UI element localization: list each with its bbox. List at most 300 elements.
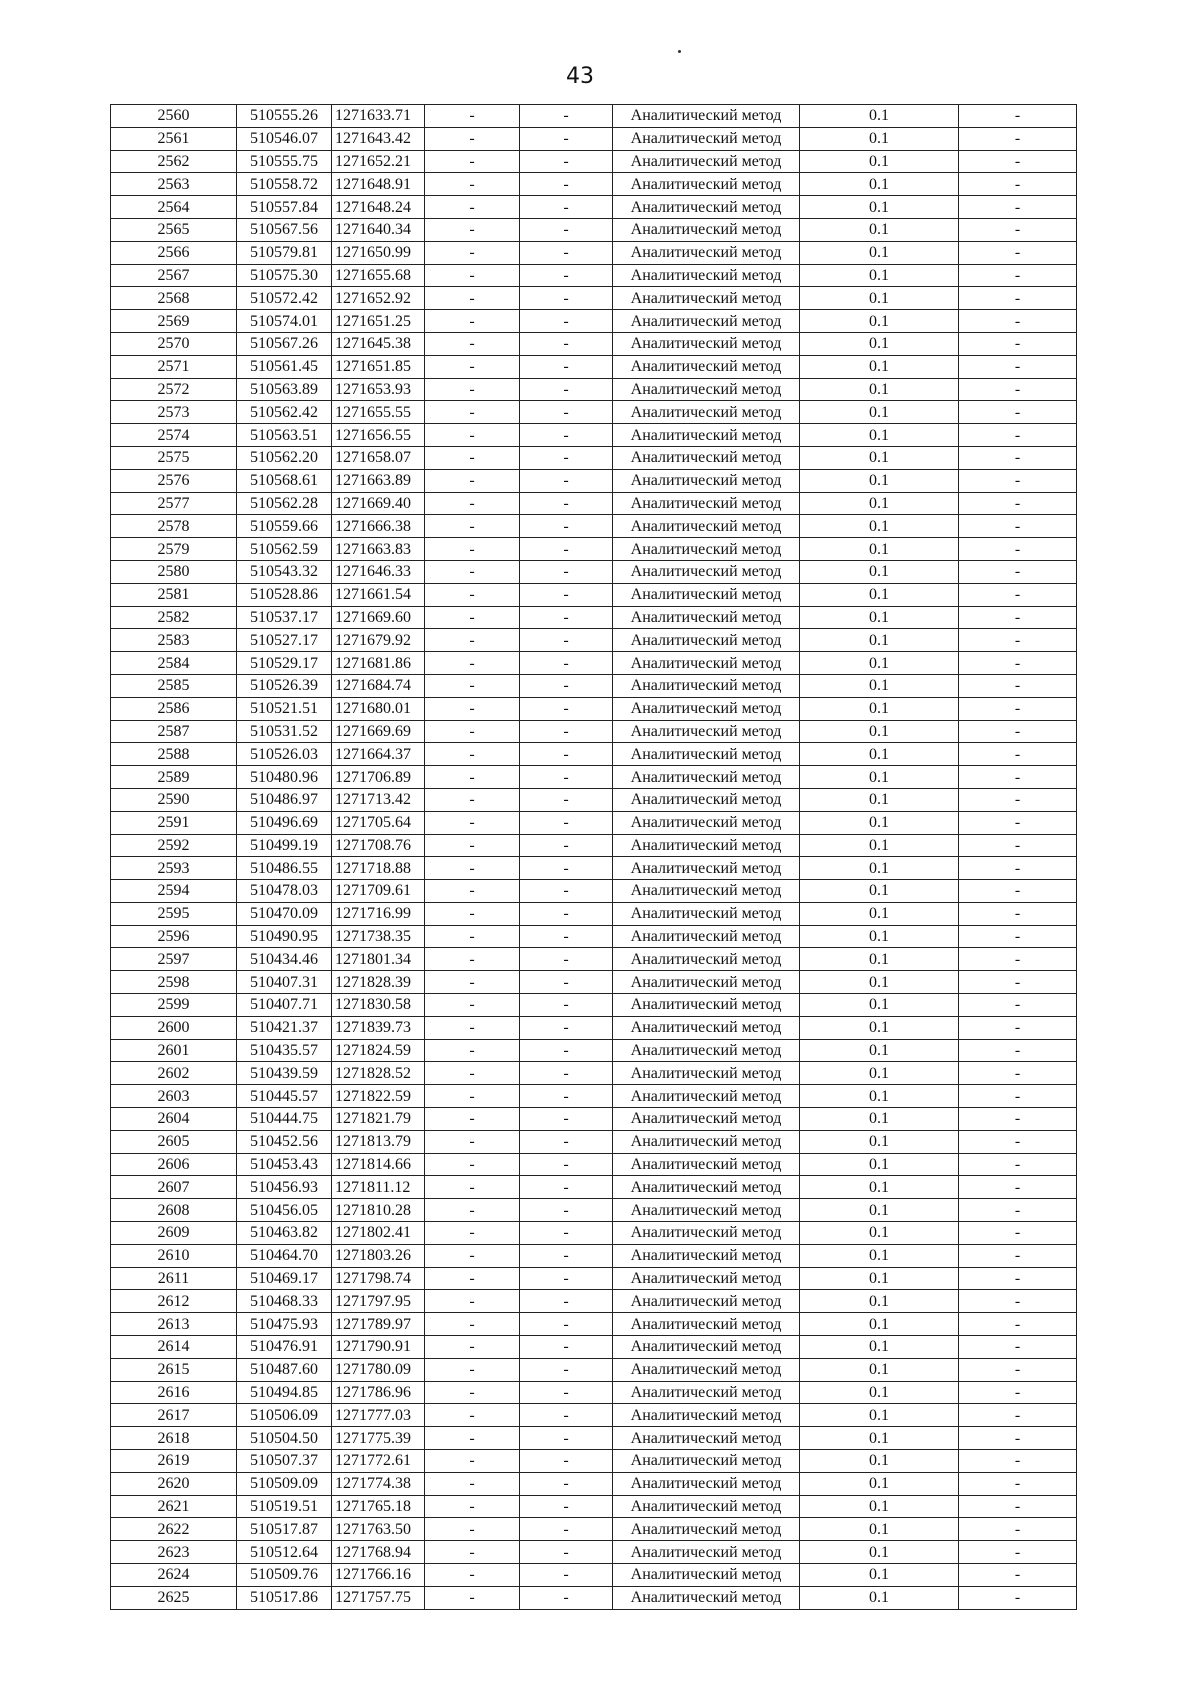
- table-row: [111, 1358, 1077, 1381]
- empty-value-cell: -: [959, 1404, 1077, 1427]
- method-cell: Аналитический метод: [613, 560, 800, 583]
- accuracy-cell: 0.1: [800, 629, 959, 652]
- accuracy-cell: 0.1: [800, 971, 959, 994]
- point-number-cell: 2577: [111, 492, 237, 515]
- empty-value-cell: -: [520, 1381, 613, 1404]
- table-row: [111, 1222, 1077, 1245]
- method-cell: Аналитический метод: [613, 857, 800, 880]
- empty-value-cell: -: [425, 105, 520, 128]
- table-row: [111, 1586, 1077, 1609]
- y-coordinate-cell: 1271839.73: [332, 1016, 425, 1039]
- empty-value-cell: -: [425, 127, 520, 150]
- point-number-cell: 2622: [111, 1518, 237, 1541]
- accuracy-cell: 0.1: [800, 287, 959, 310]
- y-coordinate-cell: 1271790.91: [332, 1336, 425, 1359]
- point-number-cell: 2613: [111, 1313, 237, 1336]
- method-cell: Аналитический метод: [613, 105, 800, 128]
- table-row: [111, 1518, 1077, 1541]
- empty-value-cell: -: [959, 401, 1077, 424]
- method-cell: Аналитический метод: [613, 469, 800, 492]
- accuracy-cell: 0.1: [800, 1313, 959, 1336]
- table-row: [111, 629, 1077, 652]
- method-cell: Аналитический метод: [613, 743, 800, 766]
- method-cell: Аналитический метод: [613, 150, 800, 173]
- method-cell: Аналитический метод: [613, 811, 800, 834]
- point-number-cell: 2584: [111, 652, 237, 675]
- empty-value-cell: -: [425, 583, 520, 606]
- accuracy-cell: 0.1: [800, 560, 959, 583]
- method-cell: Аналитический метод: [613, 697, 800, 720]
- method-cell: Аналитический метод: [613, 1130, 800, 1153]
- y-coordinate-cell: 1271650.99: [332, 241, 425, 264]
- point-number-cell: 2580: [111, 560, 237, 583]
- y-coordinate-cell: 1271763.50: [332, 1518, 425, 1541]
- x-coordinate-cell: 510407.31: [237, 971, 332, 994]
- empty-value-cell: -: [959, 355, 1077, 378]
- empty-value-cell: -: [520, 743, 613, 766]
- method-cell: Аналитический метод: [613, 720, 800, 743]
- empty-value-cell: -: [959, 1130, 1077, 1153]
- table-row: [111, 1199, 1077, 1222]
- table-row: [111, 538, 1077, 561]
- accuracy-cell: 0.1: [800, 606, 959, 629]
- method-cell: Аналитический метод: [613, 401, 800, 424]
- y-coordinate-cell: 1271708.76: [332, 834, 425, 857]
- point-number-cell: 2567: [111, 264, 237, 287]
- empty-value-cell: -: [959, 1222, 1077, 1245]
- empty-value-cell: -: [520, 994, 613, 1017]
- point-number-cell: 2618: [111, 1427, 237, 1450]
- empty-value-cell: -: [959, 1016, 1077, 1039]
- empty-value-cell: -: [520, 583, 613, 606]
- table-row: [111, 1016, 1077, 1039]
- y-coordinate-cell: 1271648.24: [332, 196, 425, 219]
- table-row: [111, 1290, 1077, 1313]
- empty-value-cell: -: [959, 515, 1077, 538]
- y-coordinate-cell: 1271828.52: [332, 1062, 425, 1085]
- x-coordinate-cell: 510521.51: [237, 697, 332, 720]
- point-number-cell: 2589: [111, 766, 237, 789]
- method-cell: Аналитический метод: [613, 1404, 800, 1427]
- y-coordinate-cell: 1271813.79: [332, 1130, 425, 1153]
- point-number-cell: 2573: [111, 401, 237, 424]
- table-row: [111, 1541, 1077, 1564]
- point-number-cell: 2623: [111, 1541, 237, 1564]
- x-coordinate-cell: 510529.17: [237, 652, 332, 675]
- empty-value-cell: -: [520, 1450, 613, 1473]
- accuracy-cell: 0.1: [800, 1108, 959, 1131]
- point-number-cell: 2594: [111, 880, 237, 903]
- empty-value-cell: -: [425, 811, 520, 834]
- point-number-cell: 2566: [111, 241, 237, 264]
- method-cell: Аналитический метод: [613, 264, 800, 287]
- empty-value-cell: -: [425, 378, 520, 401]
- point-number-cell: 2578: [111, 515, 237, 538]
- empty-value-cell: -: [425, 332, 520, 355]
- point-number-cell: 2583: [111, 629, 237, 652]
- accuracy-cell: 0.1: [800, 1358, 959, 1381]
- x-coordinate-cell: 510568.61: [237, 469, 332, 492]
- empty-value-cell: -: [425, 948, 520, 971]
- empty-value-cell: -: [959, 1153, 1077, 1176]
- method-cell: Аналитический метод: [613, 674, 800, 697]
- y-coordinate-cell: 1271821.79: [332, 1108, 425, 1131]
- point-number-cell: 2602: [111, 1062, 237, 1085]
- empty-value-cell: -: [959, 1176, 1077, 1199]
- empty-value-cell: -: [959, 766, 1077, 789]
- empty-value-cell: -: [959, 606, 1077, 629]
- empty-value-cell: -: [959, 1381, 1077, 1404]
- y-coordinate-cell: 1271652.21: [332, 150, 425, 173]
- method-cell: Аналитический метод: [613, 332, 800, 355]
- x-coordinate-cell: 510470.09: [237, 902, 332, 925]
- empty-value-cell: -: [425, 788, 520, 811]
- point-number-cell: 2574: [111, 424, 237, 447]
- x-coordinate-cell: 510517.86: [237, 1586, 332, 1609]
- table-row: [111, 674, 1077, 697]
- point-number-cell: 2561: [111, 127, 237, 150]
- x-coordinate-cell: 510453.43: [237, 1153, 332, 1176]
- point-number-cell: 2616: [111, 1381, 237, 1404]
- empty-value-cell: -: [959, 1244, 1077, 1267]
- method-cell: Аналитический метод: [613, 583, 800, 606]
- table-row: [111, 105, 1077, 128]
- empty-value-cell: -: [959, 1358, 1077, 1381]
- empty-value-cell: -: [959, 1108, 1077, 1131]
- accuracy-cell: 0.1: [800, 218, 959, 241]
- x-coordinate-cell: 510567.56: [237, 218, 332, 241]
- y-coordinate-cell: 1271653.93: [332, 378, 425, 401]
- point-number-cell: 2615: [111, 1358, 237, 1381]
- empty-value-cell: -: [425, 606, 520, 629]
- y-coordinate-cell: 1271656.55: [332, 424, 425, 447]
- empty-value-cell: -: [520, 150, 613, 173]
- empty-value-cell: -: [425, 446, 520, 469]
- method-cell: Аналитический метод: [613, 1222, 800, 1245]
- table-row: [111, 492, 1077, 515]
- y-coordinate-cell: 1271666.38: [332, 515, 425, 538]
- y-coordinate-cell: 1271706.89: [332, 766, 425, 789]
- table-row: [111, 720, 1077, 743]
- empty-value-cell: -: [959, 880, 1077, 903]
- empty-value-cell: -: [959, 1039, 1077, 1062]
- point-number-cell: 2607: [111, 1176, 237, 1199]
- x-coordinate-cell: 510452.56: [237, 1130, 332, 1153]
- x-coordinate-cell: 510562.42: [237, 401, 332, 424]
- empty-value-cell: -: [520, 1244, 613, 1267]
- table-row: [111, 971, 1077, 994]
- empty-value-cell: -: [520, 1541, 613, 1564]
- empty-value-cell: -: [520, 1062, 613, 1085]
- method-cell: Аналитический метод: [613, 1564, 800, 1587]
- x-coordinate-cell: 510531.52: [237, 720, 332, 743]
- empty-value-cell: -: [959, 332, 1077, 355]
- point-number-cell: 2595: [111, 902, 237, 925]
- empty-value-cell: -: [520, 697, 613, 720]
- y-coordinate-cell: 1271797.95: [332, 1290, 425, 1313]
- accuracy-cell: 0.1: [800, 1153, 959, 1176]
- accuracy-cell: 0.1: [800, 811, 959, 834]
- empty-value-cell: -: [520, 788, 613, 811]
- empty-value-cell: -: [425, 766, 520, 789]
- method-cell: Аналитический метод: [613, 1541, 800, 1564]
- point-number-cell: 2587: [111, 720, 237, 743]
- point-number-cell: 2579: [111, 538, 237, 561]
- y-coordinate-cell: 1271738.35: [332, 925, 425, 948]
- method-cell: Аналитический метод: [613, 1199, 800, 1222]
- method-cell: Аналитический метод: [613, 1062, 800, 1085]
- empty-value-cell: -: [425, 515, 520, 538]
- point-number-cell: 2605: [111, 1130, 237, 1153]
- empty-value-cell: -: [959, 424, 1077, 447]
- method-cell: Аналитический метод: [613, 1085, 800, 1108]
- empty-value-cell: -: [425, 1222, 520, 1245]
- empty-value-cell: -: [425, 880, 520, 903]
- empty-value-cell: -: [425, 1244, 520, 1267]
- method-cell: Аналитический метод: [613, 127, 800, 150]
- accuracy-cell: 0.1: [800, 652, 959, 675]
- y-coordinate-cell: 1271775.39: [332, 1427, 425, 1450]
- y-coordinate-cell: 1271789.97: [332, 1313, 425, 1336]
- method-cell: Аналитический метод: [613, 971, 800, 994]
- method-cell: Аналитический метод: [613, 310, 800, 333]
- empty-value-cell: -: [959, 287, 1077, 310]
- method-cell: Аналитический метод: [613, 515, 800, 538]
- point-number-cell: 2604: [111, 1108, 237, 1131]
- point-number-cell: 2610: [111, 1244, 237, 1267]
- accuracy-cell: 0.1: [800, 105, 959, 128]
- point-number-cell: 2600: [111, 1016, 237, 1039]
- accuracy-cell: 0.1: [800, 788, 959, 811]
- method-cell: Аналитический метод: [613, 1427, 800, 1450]
- x-coordinate-cell: 510572.42: [237, 287, 332, 310]
- empty-value-cell: -: [520, 241, 613, 264]
- accuracy-cell: 0.1: [800, 1541, 959, 1564]
- empty-value-cell: -: [520, 173, 613, 196]
- table-row: [111, 218, 1077, 241]
- table-row: [111, 1153, 1077, 1176]
- empty-value-cell: -: [959, 196, 1077, 219]
- accuracy-cell: 0.1: [800, 515, 959, 538]
- point-number-cell: 2617: [111, 1404, 237, 1427]
- accuracy-cell: 0.1: [800, 1222, 959, 1245]
- y-coordinate-cell: 1271655.55: [332, 401, 425, 424]
- method-cell: Аналитический метод: [613, 880, 800, 903]
- empty-value-cell: -: [520, 401, 613, 424]
- empty-value-cell: -: [959, 1336, 1077, 1359]
- empty-value-cell: -: [425, 1358, 520, 1381]
- y-coordinate-cell: 1271705.64: [332, 811, 425, 834]
- table-row: [111, 1267, 1077, 1290]
- y-coordinate-cell: 1271669.40: [332, 492, 425, 515]
- table-row: [111, 196, 1077, 219]
- empty-value-cell: -: [959, 629, 1077, 652]
- accuracy-cell: 0.1: [800, 1586, 959, 1609]
- empty-value-cell: -: [520, 1518, 613, 1541]
- y-coordinate-cell: 1271824.59: [332, 1039, 425, 1062]
- empty-value-cell: -: [520, 606, 613, 629]
- empty-value-cell: -: [425, 1427, 520, 1450]
- empty-value-cell: -: [520, 196, 613, 219]
- point-number-cell: 2560: [111, 105, 237, 128]
- method-cell: Аналитический метод: [613, 1381, 800, 1404]
- y-coordinate-cell: 1271684.74: [332, 674, 425, 697]
- point-number-cell: 2571: [111, 355, 237, 378]
- x-coordinate-cell: 510496.69: [237, 811, 332, 834]
- empty-value-cell: -: [959, 218, 1077, 241]
- empty-value-cell: -: [520, 218, 613, 241]
- method-cell: Аналитический метод: [613, 629, 800, 652]
- accuracy-cell: 0.1: [800, 1016, 959, 1039]
- empty-value-cell: -: [959, 720, 1077, 743]
- method-cell: Аналитический метод: [613, 241, 800, 264]
- empty-value-cell: -: [959, 902, 1077, 925]
- accuracy-cell: 0.1: [800, 469, 959, 492]
- method-cell: Аналитический метод: [613, 766, 800, 789]
- empty-value-cell: -: [425, 424, 520, 447]
- y-coordinate-cell: 1271772.61: [332, 1450, 425, 1473]
- method-cell: Аналитический метод: [613, 1267, 800, 1290]
- method-cell: Аналитический метод: [613, 1450, 800, 1473]
- method-cell: Аналитический метод: [613, 652, 800, 675]
- empty-value-cell: -: [425, 150, 520, 173]
- empty-value-cell: -: [425, 1586, 520, 1609]
- method-cell: Аналитический метод: [613, 834, 800, 857]
- y-coordinate-cell: 1271774.38: [332, 1472, 425, 1495]
- empty-value-cell: -: [425, 310, 520, 333]
- x-coordinate-cell: 510526.39: [237, 674, 332, 697]
- accuracy-cell: 0.1: [800, 1290, 959, 1313]
- y-coordinate-cell: 1271768.94: [332, 1541, 425, 1564]
- empty-value-cell: -: [959, 150, 1077, 173]
- accuracy-cell: 0.1: [800, 492, 959, 515]
- empty-value-cell: -: [520, 948, 613, 971]
- empty-value-cell: -: [520, 332, 613, 355]
- table-row: [111, 378, 1077, 401]
- y-coordinate-cell: 1271658.07: [332, 446, 425, 469]
- x-coordinate-cell: 510559.66: [237, 515, 332, 538]
- accuracy-cell: 0.1: [800, 1267, 959, 1290]
- x-coordinate-cell: 510468.33: [237, 1290, 332, 1313]
- x-coordinate-cell: 510486.97: [237, 788, 332, 811]
- point-number-cell: 2569: [111, 310, 237, 333]
- empty-value-cell: -: [425, 697, 520, 720]
- x-coordinate-cell: 510509.09: [237, 1472, 332, 1495]
- empty-value-cell: -: [520, 492, 613, 515]
- x-coordinate-cell: 510567.26: [237, 332, 332, 355]
- point-number-cell: 2599: [111, 994, 237, 1017]
- table-row: [111, 948, 1077, 971]
- empty-value-cell: -: [959, 697, 1077, 720]
- empty-value-cell: -: [425, 355, 520, 378]
- empty-value-cell: -: [959, 652, 1077, 675]
- table-row: [111, 1130, 1077, 1153]
- empty-value-cell: -: [425, 173, 520, 196]
- x-coordinate-cell: 510464.70: [237, 1244, 332, 1267]
- empty-value-cell: -: [520, 834, 613, 857]
- y-coordinate-cell: 1271664.37: [332, 743, 425, 766]
- empty-value-cell: -: [959, 743, 1077, 766]
- x-coordinate-cell: 510574.01: [237, 310, 332, 333]
- x-coordinate-cell: 510517.87: [237, 1518, 332, 1541]
- empty-value-cell: -: [520, 1586, 613, 1609]
- coordinates-table-body: [111, 105, 1077, 1610]
- empty-value-cell: -: [520, 1267, 613, 1290]
- point-number-cell: 2619: [111, 1450, 237, 1473]
- method-cell: Аналитический метод: [613, 1586, 800, 1609]
- empty-value-cell: -: [425, 652, 520, 675]
- y-coordinate-cell: 1271718.88: [332, 857, 425, 880]
- empty-value-cell: -: [520, 469, 613, 492]
- empty-value-cell: -: [959, 583, 1077, 606]
- table-row: [111, 1244, 1077, 1267]
- method-cell: Аналитический метод: [613, 1336, 800, 1359]
- point-number-cell: 2572: [111, 378, 237, 401]
- empty-value-cell: -: [520, 925, 613, 948]
- point-number-cell: 2608: [111, 1199, 237, 1222]
- y-coordinate-cell: 1271709.61: [332, 880, 425, 903]
- x-coordinate-cell: 510456.05: [237, 1199, 332, 1222]
- empty-value-cell: -: [959, 925, 1077, 948]
- x-coordinate-cell: 510526.03: [237, 743, 332, 766]
- table-row: [111, 150, 1077, 173]
- empty-value-cell: -: [520, 1336, 613, 1359]
- empty-value-cell: -: [425, 1039, 520, 1062]
- point-number-cell: 2614: [111, 1336, 237, 1359]
- empty-value-cell: -: [959, 1472, 1077, 1495]
- y-coordinate-cell: 1271822.59: [332, 1085, 425, 1108]
- y-coordinate-cell: 1271679.92: [332, 629, 425, 652]
- empty-value-cell: -: [959, 127, 1077, 150]
- accuracy-cell: 0.1: [800, 150, 959, 173]
- empty-value-cell: -: [425, 1381, 520, 1404]
- accuracy-cell: 0.1: [800, 1381, 959, 1404]
- y-coordinate-cell: 1271828.39: [332, 971, 425, 994]
- y-coordinate-cell: 1271643.42: [332, 127, 425, 150]
- x-coordinate-cell: 510476.91: [237, 1336, 332, 1359]
- y-coordinate-cell: 1271780.09: [332, 1358, 425, 1381]
- x-coordinate-cell: 510475.93: [237, 1313, 332, 1336]
- point-number-cell: 2621: [111, 1495, 237, 1518]
- empty-value-cell: -: [959, 1085, 1077, 1108]
- x-coordinate-cell: 510555.75: [237, 150, 332, 173]
- accuracy-cell: 0.1: [800, 1176, 959, 1199]
- empty-value-cell: -: [520, 1290, 613, 1313]
- x-coordinate-cell: 510528.86: [237, 583, 332, 606]
- coordinates-table: [110, 104, 1077, 1610]
- accuracy-cell: 0.1: [800, 378, 959, 401]
- x-coordinate-cell: 510494.85: [237, 1381, 332, 1404]
- empty-value-cell: -: [520, 766, 613, 789]
- y-coordinate-cell: 1271798.74: [332, 1267, 425, 1290]
- empty-value-cell: -: [959, 1495, 1077, 1518]
- point-number-cell: 2601: [111, 1039, 237, 1062]
- empty-value-cell: -: [959, 1199, 1077, 1222]
- x-coordinate-cell: 510527.17: [237, 629, 332, 652]
- y-coordinate-cell: 1271766.16: [332, 1564, 425, 1587]
- empty-value-cell: -: [959, 1313, 1077, 1336]
- table-row: [111, 1039, 1077, 1062]
- empty-value-cell: -: [520, 355, 613, 378]
- empty-value-cell: -: [959, 560, 1077, 583]
- empty-value-cell: -: [959, 378, 1077, 401]
- empty-value-cell: -: [520, 1472, 613, 1495]
- x-coordinate-cell: 510507.37: [237, 1450, 332, 1473]
- empty-value-cell: -: [520, 1016, 613, 1039]
- empty-value-cell: -: [425, 1267, 520, 1290]
- point-number-cell: 2563: [111, 173, 237, 196]
- empty-value-cell: -: [959, 994, 1077, 1017]
